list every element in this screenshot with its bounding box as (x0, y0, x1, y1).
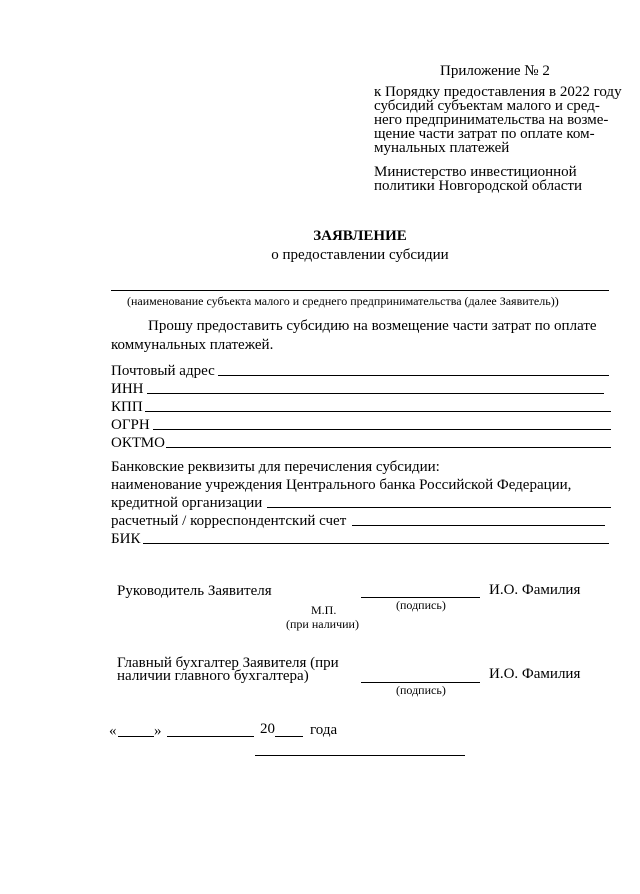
annex-line-2: субсидий субъектам малого и сред- (374, 98, 600, 114)
annex-line-3: него предпринимательства на возме- (374, 112, 609, 128)
applicant-name-line[interactable] (111, 290, 609, 291)
accountant-label-line-1: Главный бухгалтер Заявителя (при (117, 655, 339, 671)
head-signature-caption: (подпись) (396, 598, 446, 612)
applicant-name-caption: (наименование субъекта малого и среднего предпринимательства (далее Заявитель)) (127, 294, 559, 308)
account-label: расчетный / корреспондентский счет (111, 513, 347, 529)
addressee-line-1: Министерство инвестиционной (374, 164, 577, 180)
date-close-quote: » (154, 723, 162, 739)
bik-line[interactable] (143, 543, 609, 544)
date-open-quote: « (109, 723, 117, 739)
addressee-line-2: политики Новгородской области (374, 178, 582, 194)
date-year-line[interactable] (275, 736, 303, 737)
bank-institution-line[interactable] (267, 507, 611, 508)
postal-address-line[interactable] (218, 375, 609, 376)
account-line[interactable] (352, 525, 605, 526)
kpp-line[interactable] (145, 411, 611, 412)
inn-label: ИНН (111, 381, 144, 397)
bik-label: БИК (111, 531, 141, 547)
oktmo-line[interactable] (166, 447, 611, 448)
date-month-line[interactable] (167, 736, 254, 737)
oktmo-label: ОКТМО (111, 435, 165, 451)
annex-line-4: щение части затрат по оплате ком- (374, 126, 595, 142)
request-text-line-2: коммунальных платежей. (111, 337, 274, 353)
bank-institution-label-line-1: наименование учреждения Центрального банка Российской Федерации, (111, 477, 572, 493)
stamp-note: (при наличии) (286, 617, 359, 631)
annex-title: Приложение № 2 (440, 63, 550, 79)
inn-line[interactable] (147, 393, 604, 394)
annex-line-1: к Порядку предоставления в 2022 году (374, 84, 622, 100)
accountant-label-line-2: наличии главного бухгалтера) (117, 668, 309, 684)
annex-line-5: мунальных платежей (374, 140, 510, 156)
ogrn-label: ОГРН (111, 417, 150, 433)
date-century: 20 (260, 721, 275, 737)
date-word: года (310, 722, 338, 738)
kpp-label: КПП (111, 399, 143, 415)
head-name: И.О. Фамилия (489, 582, 581, 598)
postal-address-label: Почтовый адрес (111, 363, 215, 379)
head-label: Руководитель Заявителя (117, 583, 272, 599)
request-text-line-1: Прошу предоставить субсидию на возмещение части затрат по оплате (148, 318, 597, 334)
bank-details-heading: Банковские реквизиты для перечисления субсидии: (111, 459, 440, 475)
date-day-line[interactable] (118, 736, 154, 737)
accountant-signature-caption: (подпись) (396, 683, 446, 697)
document-title: ЗАЯВЛЕНИЕ (313, 228, 407, 244)
document-subtitle: о предоставлении субсидии (271, 247, 449, 263)
accountant-name: И.О. Фамилия (489, 666, 581, 682)
bottom-signature-line[interactable] (255, 755, 465, 756)
ogrn-line[interactable] (153, 429, 611, 430)
bank-institution-label-line-2: кредитной организации (111, 495, 263, 511)
stamp-label: М.П. (311, 603, 337, 617)
